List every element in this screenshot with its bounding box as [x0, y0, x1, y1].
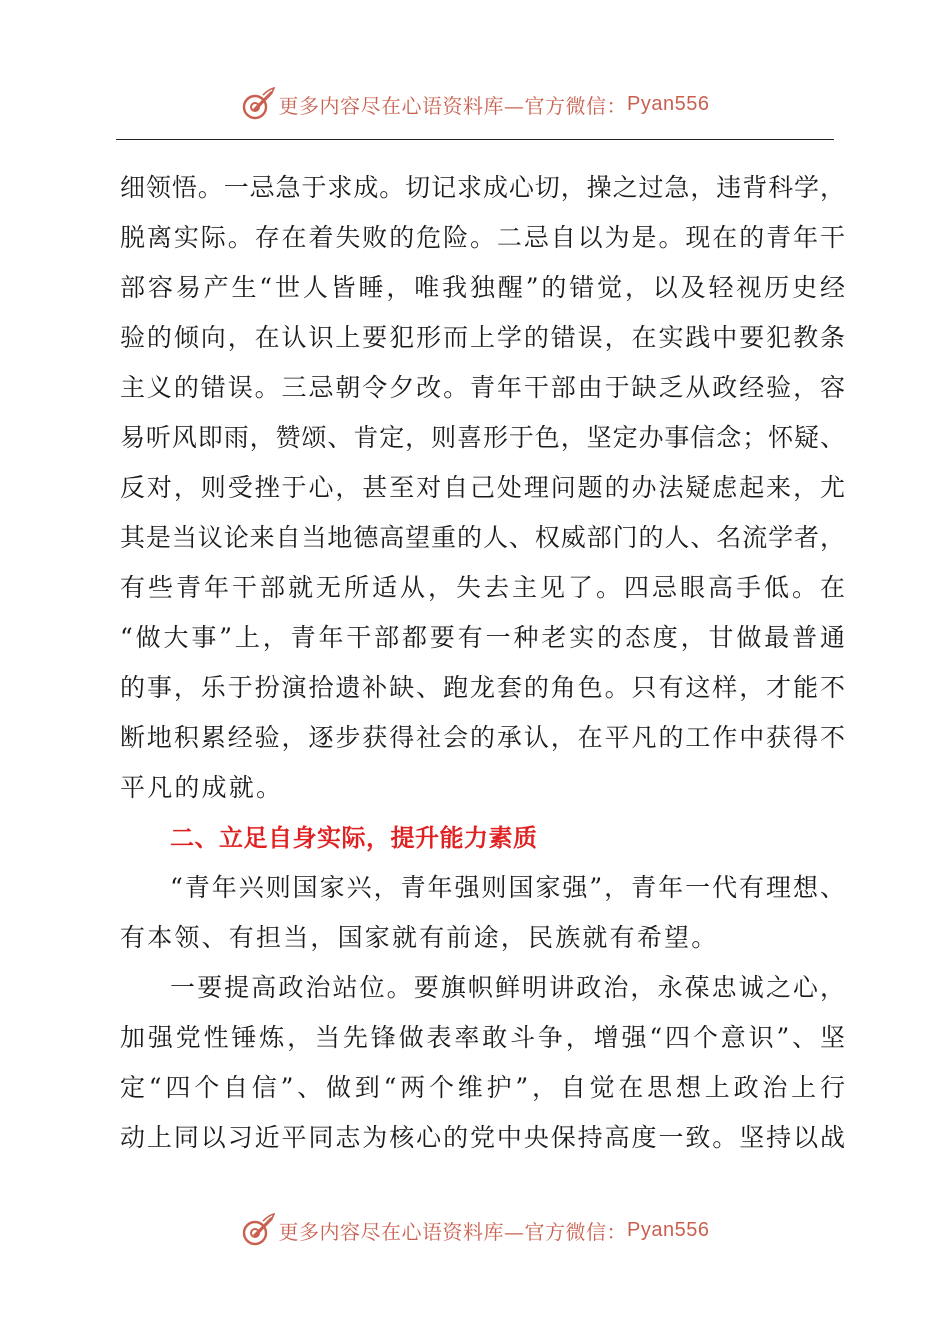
quill-logo-icon: [241, 1213, 275, 1247]
banner-wechat-id: Pyan556: [627, 1218, 710, 1241]
text-line: 反对，则受挫于心，甚至对自己处理问题的办法疑虑起来，尤: [120, 473, 845, 502]
banner: [241, 87, 710, 121]
text-line: 易听风即雨，赞颂、肯定，则喜形于色，坚定办事信念；怀疑、: [120, 423, 845, 452]
document-body: [120, 163, 845, 1163]
banner: [241, 1213, 710, 1247]
text-line: 部容易产生“世人皆睡，唯我独醒”的错觉，以及轻视历史经: [120, 273, 845, 302]
text-line: 的事，乐于扮演拾遗补缺、跑龙套的角色。只有这样，才能不: [120, 673, 845, 702]
text-line: 定“四个自信”、做到“两个维护”，自觉在思想上政治上行: [120, 1073, 845, 1102]
banner-wechat-id: Pyan556: [627, 92, 710, 115]
text-line: 其是当议论来自当地德高望重的人、权威部门的人、名流学者，: [120, 523, 845, 552]
banner-text: 更多内容尽在心语资料库—官方微信：: [278, 93, 628, 118]
text-line: 主义的错误。三忌朝令夕改。青年干部由于缺乏从政经验，容: [120, 373, 845, 402]
text-line: 细领悟。一忌急于求成。切记求成心切，操之过急，违背科学，: [120, 173, 845, 202]
text-line: 断地积累经验，逐步获得社会的承认，在平凡的工作中获得不: [120, 723, 845, 752]
footer-banner: [0, 1210, 950, 1250]
section-heading: 二、立足自身实际，提升能力素质: [170, 824, 538, 852]
text-line: 一要提高政治站位。要旗帜鲜明讲政治，永葆忠诚之心，: [170, 973, 845, 1002]
text-line: 动上同以习近平同志为核心的党中央保持高度一致。坚持以战: [120, 1123, 845, 1152]
banner-text: 更多内容尽在心语资料库—官方微信：: [278, 1219, 628, 1244]
text-line: 有些青年干部就无所适从，失去主见了。四忌眼高手低。在: [120, 573, 845, 602]
text-line: 平凡的成就。: [120, 773, 284, 802]
text-line: “做大事”上，青年干部都要有一种老实的态度，甘做最普通: [120, 623, 845, 652]
header-banner: [0, 84, 950, 124]
text-line: 脱离实际。存在着失败的危险。二忌自以为是。现在的青年干: [120, 223, 845, 252]
header-divider: [116, 139, 834, 140]
text-line: 有本领、有担当，国家就有前途，民族就有希望。: [120, 923, 719, 952]
text-line: 验的倾向，在认识上要犯形而上学的错误，在实践中要犯教条: [120, 323, 845, 352]
quill-logo-icon: [241, 87, 275, 121]
text-line: “青年兴则国家兴，青年强则国家强”，青年一代有理想、: [170, 873, 845, 902]
text-line: 加强党性锤炼，当先锋做表率敢斗争，增强“四个意识”、坚: [120, 1023, 845, 1052]
